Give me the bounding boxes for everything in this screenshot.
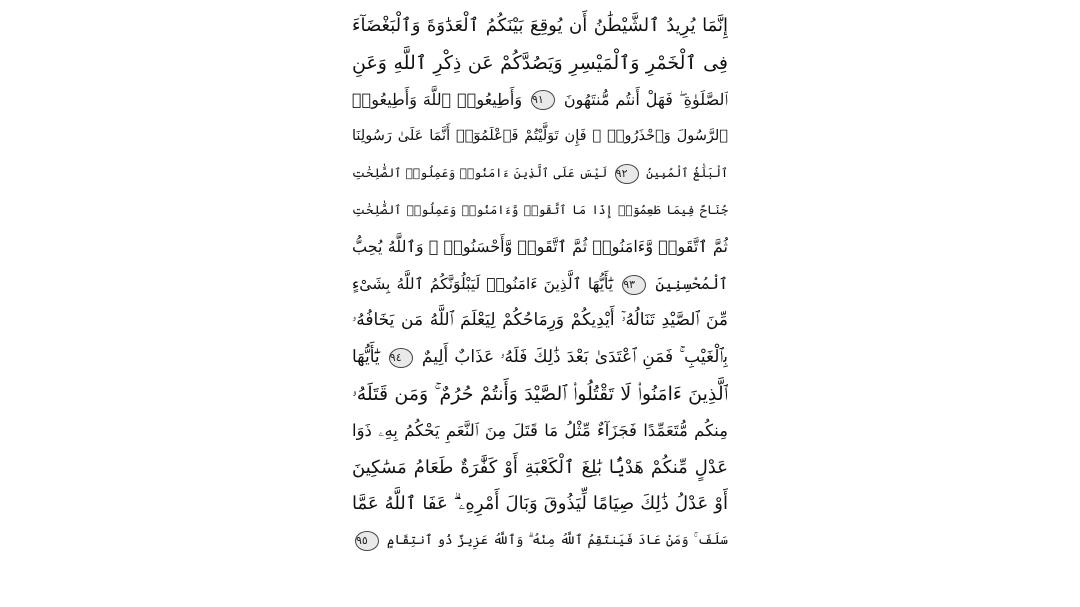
text-line: إِنَّمَا يُرِيدُ ٱلشَّيْطَٰنُ أَن يُوقِعَ بَيْنَكُمُ ٱلْعَدَٰوَةَ وَٱلْبَغْضَآءَ xyxy=(352,15,728,36)
text-line: ثُمَّ ٱتَّقَوا۟ وَّءَامَنُوا۟ ثُمَّ ٱتَّقَوا۟ وَّأَحْسَنُوا۟ ۗ وَٱللَّهُ يُحِبُّ xyxy=(352,236,728,256)
text-line: سَلَفَ ۚ وَمَنْ عَادَ فَيَنتَقِمُ ٱللَّهُ مِنْهُ ۗ وَٱللَّهُ عَزِيزٌ ذُو ٱنتِقَامٍ ٩٥ xyxy=(352,523,728,560)
verse-number-marker: ٩٤ xyxy=(389,348,413,368)
text-line: مِنكُم مُّتَعَمِّدًا فَجَزَآءٌ مِّثْلُ مَا قَتَلَ مِنَ ٱلنَّعَمِ يَحْكُمُ بِهِۦ ذَوَا xyxy=(352,420,728,440)
quran-text-block xyxy=(352,8,728,600)
text-line: مِّنَ ٱلصَّيْدِ تَنَالُهُۥٓ أَيْدِيكُمْ وَرِمَاحُكُمْ لِيَعْلَمَ ٱللَّهُ مَن يَخَافُهُۥ xyxy=(352,310,728,331)
verse-number-marker: ٩٥ xyxy=(355,531,379,551)
text-line: فِى ٱلْخَمْرِ وَٱلْمَيْسِرِ وَيَصُدَّكُمْ عَن ذِكْرِ ٱللَّهِ وَعَنِ xyxy=(352,51,728,74)
text-line: أَوْ عَدْلُ ذَٰلِكَ صِيَامًا لِّيَذُوقَ وَبَالَ أَمْرِهِۦ ۗ عَفَا ٱللَّهُ عَمَّا xyxy=(352,493,728,515)
text-line: جُنَاحٌ فِيمَا طَعِمُوٓا۟ إِذَا مَا ٱتَّقَوا۟ وَّءَامَنُوا۟ وَعَمِلُوا۟ ٱلصَّٰلِحَٰتِ xyxy=(352,202,728,217)
verse-number-marker: ٩١ xyxy=(531,90,555,110)
text-line: ٱلرَّسُولَ وَٱحْذَرُوا۟ ۚ فَإِن تَوَلَّيْتُمْ فَٱعْلَمُوٓا۟ أَنَّمَا عَلَىٰ رَسُولِنَا xyxy=(352,128,728,145)
text-line: ٱلْمُحْسِنِينَ ٩٣ يَٰٓأَيُّهَا ٱلَّذِينَ ءَامَنُوا۟ لَيَبْلُوَنَّكُمُ ٱللَّهُ بِشَىْءٍ xyxy=(352,274,728,293)
text-line: ٱلصَّلَوٰةِ ۖ فَهَلْ أَنتُم مُّنتَهُونَ ٩١ وَأَطِيعُوا۟ ٱللَّهَ وَأَطِيعُوا۟ xyxy=(352,89,728,109)
text-line: ٱلْبَلَٰغُ ٱلْمُبِينُ ٩٢ لَيْسَ عَلَى ٱلَّذِينَ ءَامَنُوا۟ وَعَمِلُوا۟ ٱلصَّٰلِحَٰتِ xyxy=(352,155,728,192)
text-line: ٱلَّذِينَ ءَامَنُوا۟ لَا تَقْتُلُوا۟ ٱلصَّيْدَ وَأَنتُمْ حُرُمٌ ۚ وَمَن قَتَلَهُۥ xyxy=(352,382,728,405)
text-line: عَدْلٍ مِّنكُمْ هَدْيًۢا بَٰلِغَ ٱلْكَعْبَةِ أَوْ كَفَّٰرَةٌ طَعَامُ مَسَٰكِينَ xyxy=(352,456,728,478)
verse-number-marker: ٩٢ xyxy=(615,164,639,184)
verse-number-marker: ٩٣ xyxy=(622,275,646,295)
text-line: بِٱلْغَيْبِ ۚ فَمَنِ ٱعْتَدَىٰ بَعْدَ ذَٰلِكَ فَلَهُۥ عَذَابٌ أَلِيمٌ ٩٤ يَٰٓأَيُّهَا xyxy=(352,347,728,368)
